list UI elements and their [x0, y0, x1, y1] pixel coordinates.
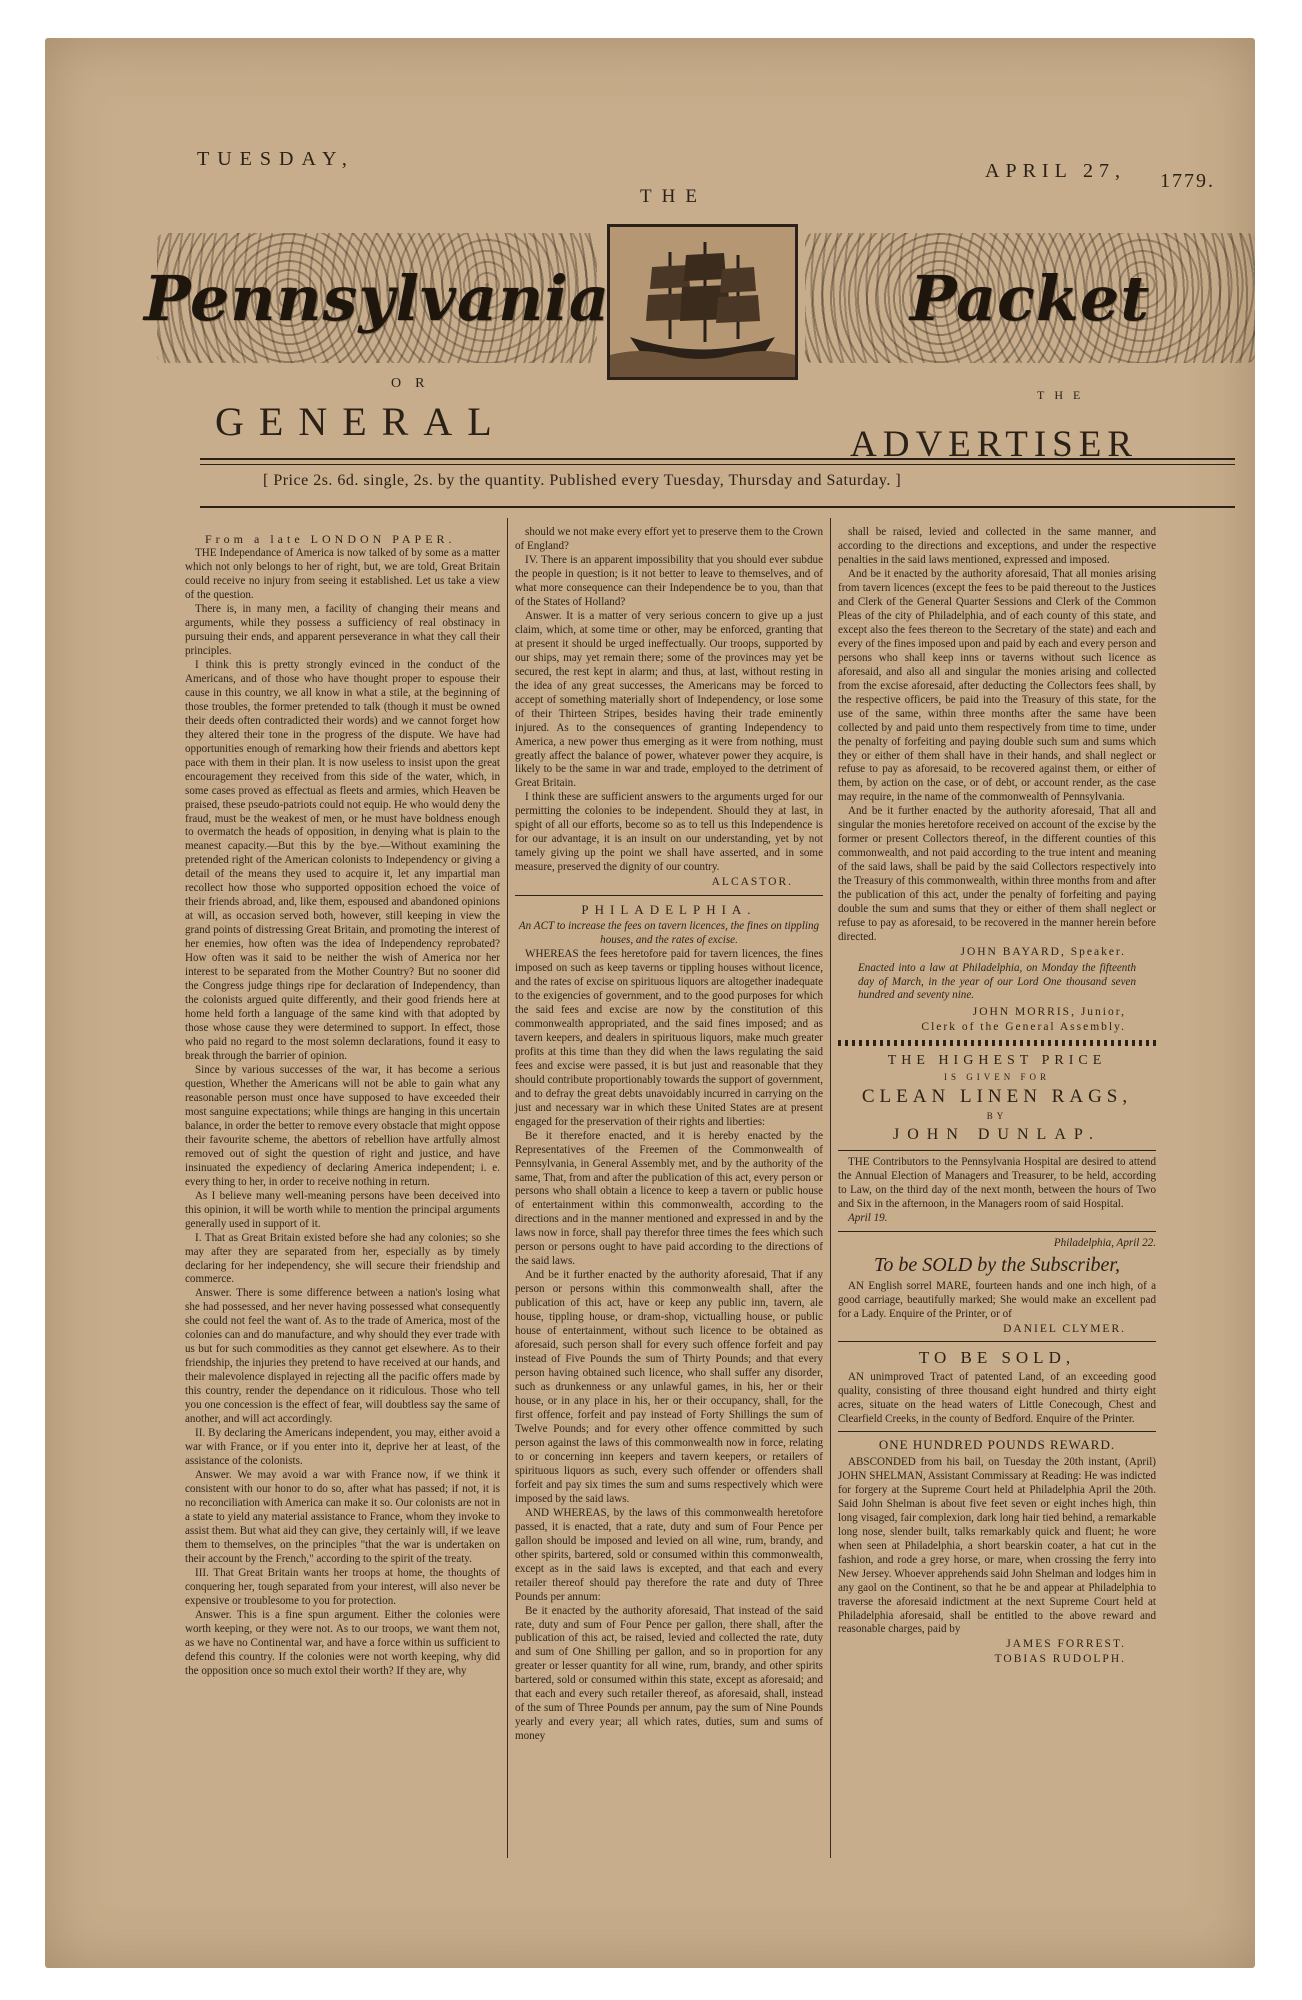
article-paragraph: There is, in many men, a facility of changing their means and arguments, while they possess a sufficiency of real obstinacy in pursuing their ends, and apparent perseverance in what they call their principles.	[185, 602, 500, 657]
act-title: An ACT to increase the fees on tavern licences, the fines on tippling houses, and the rates of excise.	[518, 920, 820, 947]
ad-rule	[838, 1231, 1156, 1232]
article-paragraph: Answer. There is some difference between a nation's losing what she had possessed, and her never having possessed what consequently she could not feel the want of. As to the trade of America, most of the colonies can and do manufacture, and why should they ever trade with us but for such commodities as they cannot get elsewhere. As to their friendship, the injuries they pretend to have received at our hands, and their malevolence displayed in rejecting all the pacific offers made by this country, render the dependance on it ridiculous. Those who tell you one concession is the effect of fear, will doubtless say the same of another, and will act accordingly.	[185, 1287, 500, 1426]
newspaper-page	[45, 38, 1255, 1968]
article-paragraph: II. By declaring the Americans independent, you may, either avoid a war with France, or if you enter into it, deprive her at least, of the assistance of the colonists.	[185, 1427, 500, 1468]
masthead-rule	[200, 458, 1235, 460]
masthead-the: THE	[640, 186, 707, 207]
ad-mare-title: To be SOLD by the Subscriber,	[874, 1253, 1120, 1276]
article-paragraph: Answer. It is a matter of very serious concern to give up a just claim, which, at some time or other, may be enforced, granting that at present it should be urged ineffectually. Our troops, supported by our ships, may yet remain there; some of the provinces may yet be secured, the rest kept in alarm; and thus, at last, without resting in the idea of any great successes, the Americans may be forced to accept of something materially short of Independency, or lose some of their Thirteen Stripes, besides having their trade eminently injured. As to the consequences of granting Independency to America, a new power thus emerging as it were from nothing, must greatly affect the balance of power, whatever power they acquire, is likely to be the same in war and trade, employed to the detriment of Great Britain.	[515, 609, 823, 790]
ornamental-divider	[838, 1040, 1156, 1046]
issue-date: APRIL 27,	[985, 160, 1127, 182]
ad-rule	[838, 1431, 1156, 1432]
act-paragraph: Be it enacted by the authority aforesaid, That instead of the said rate, duty and sum of Four Pence per gallon, there shall, after the publication of this act, be raised, levied and collected the rate, duty and sum of One Shilling per gallon, and so in proportion for any greater or lesser quantity for all wine, rum, brandy, and other spirits bartered, sold or consumed within this state, except as aforesaid; and that each and every such retailer thereof, as aforesaid, shall, instead of the sum of Three Pounds per annum, pay the sum of Nine Pounds yearly and every year; all which rates, duties, sum and sums of money	[515, 1604, 823, 1743]
article-paragraph: I. That as Great Britain existed before she had any colonies; so she may after they are separated from her, especially as by timely declaring for her independency, she will secure their friendship and commerce.	[185, 1231, 500, 1286]
ship-icon	[610, 227, 795, 377]
act-paragraph: WHEREAS the fees heretofore paid for tavern licences, the fines imposed on such as keep taverns or tippling houses without licence, and the rates of excise on spirituous liquors are altogether inadequate to the exigencies of government, and to the good purposes for which the said fees and excise are now by the constitution of this commonwealth appropriated, and the said fines imposed; and as tavern keepers, and dealers in spirituous liquors, make much greater profits at this time than they did when the laws regulating the said fees and excise were passed, it is but just and reasonable that they should contribute proportionably towards the support of government, and to defray the great debts unavoidably incurred in carrying on the just and necessary war in which these United States are at present engaged for the preservation of their rights and liberties:	[515, 948, 823, 1128]
column-1	[185, 526, 500, 1679]
article-paragraph: THE Independance of America is now talked of by some as a matter which not only belongs to her of right, but, we are told, Great Britain could receive no injury from seeing it established. Let us take a view of the question.	[185, 547, 500, 602]
act-paragraph: And be it further enacted by the authority aforesaid, That all and singular the monies heretofore received on account of the excise by the former or present Collectors thereof, in the different counties of this commonwealth, and not paid according to the true intent and meaning of the said laws, shall be paid by the said Collectors respectively into the Treasury of this commonwealth, within three months from and after the publication of this act, under the penalty of forfeiting and paying double the sum and sums that they or either of them shall neglect or refuse to pay as aforesaid, to be recovered in the manner herein before directed.	[838, 805, 1156, 944]
masthead-title-left	[143, 233, 611, 363]
column-divider	[830, 518, 831, 1858]
column-3	[838, 526, 1156, 1666]
act-paragraph: And be it further enacted by the authority aforesaid, That if any person or persons within this commonwealth shall, after the publication of this act, have or keep any public inn, tavern, ale house, tippling house, or dram-shop, victualling house, or public house of entertainment, without such licence to be obtained as aforesaid, such person shall for every such offence forfeit and pay instead of Five Pounds the sum of Thirty Pounds; and that every person having obtained such licence, who shall suffer any disorder, such as drunkenness or any unlawful games, in his, her or their house, or in any place in his, her or their occupancy, shall, for the first offence, forfeit and pay instead of Forty Shillings the sum of Twelve Pounds; and for every other offence committed by such person against the laws of this commonwealth now in force, relating to or concerning inn keepers and tavern keepers, or retailers of spirituous liquors as such, every such offender or offenders shall forfeit and pay six times the sum and sums respectively which were imposed by the said laws.	[515, 1269, 823, 1505]
masthead-or: OR	[391, 376, 439, 391]
ad-mare-text: AN English sorrel MARE, fourteen hands and one inch high, of a good carriage, beautifully marked; She would make an excellent pad for a Lady. Enquire of the Printer, or of	[838, 1279, 1156, 1320]
ad-hospital-text: THE Contributors to the Pennsylvania Hospital are desired to attend the Annual Election of Managers and Treasurer, to be held, according to Law, on the third day of the next month, between the hours of Two and Six in the afternoon, in the Managers room of said Hospital.	[838, 1155, 1156, 1210]
act-paragraph: AND WHEREAS, by the laws of this commonwealth heretofore passed, it is enacted, that a rate, duty and sum of Four Pence per gallon should be imposed and levied on all wine, rum, brandy, and other spirits, bartered, sold or consumed within this commonwealth, except as in the said laws is excepted, and that each and every retailer thereof should pay therefore the rate and duty of Three Pounds per annum:	[515, 1506, 823, 1603]
masthead-title-right	[805, 233, 1255, 363]
article-paragraph: I think these are sufficient answers to the arguments urged for our permitting the colonies to be independent. Should they at last, in spight of all our efforts, become so as to tell us this Independence is for our advantage, it is an insult on our understanding, yet by not tamely giving up the point we shall have asserted, and in some measure, preserved the dignity of our country.	[515, 791, 823, 874]
article-paragraph: IV. There is an apparent impossibility that you should ever subdue the people in question; is it not better to leave to themselves, and of what more consequence can their Independence be to you, than that of the States of Holland?	[515, 553, 823, 608]
section-rule	[515, 895, 823, 896]
article-source: From a late LONDON PAPER.	[205, 532, 456, 546]
masthead-the-lower: THE	[1037, 388, 1091, 402]
enacted-note: Enacted into a law at Philadelphia, on Monday the fifteenth day of March, in the year of our Lord One thousand seven hundred and seventy nine.	[858, 961, 1136, 1002]
ad-reward-text: ABSCONDED from his bail, on Tuesday the 20th instant, (April) JOHN SHELMAN, Assistant Commissary at Reading: He was indicted for forgery at the Supreme Court held at Philadelphia April the 20th. Said John Shelman is about five feet seven or eight inches high, thin long visaged, fair complexion, dark long hair tied behind, a remarkable long nose, slender built, talks remarkably quick and fluent; he wore when seen at Philadelphia, a short bearskin coater, a hat cut in the fashion, and rode a grey horse, or mare, when crossing the ferry into New Jersey. Whoever apprehends said John Shelman and lodges him in any gaol on the Continent, so that he be and appear at Philadelphia to traverse the aforesaid indictment at the next Supreme Court held at Philadelphia aforesaid, shall be entitled to the above reward and reasonable charges, paid by	[838, 1455, 1156, 1636]
clerk-signature: JOHN MORRIS, Junior,	[972, 1006, 1126, 1019]
price-rule	[200, 506, 1235, 508]
ad-rule	[838, 1341, 1156, 1342]
ad-rule	[838, 1150, 1156, 1151]
ad-mare-dateline: Philadelphia, April 22.	[1053, 1236, 1156, 1249]
article-paragraph: As I believe many well-meaning persons have been deceived into this opinion, it will be worth while to mention the principal arguments generally used in support of it.	[185, 1189, 500, 1230]
ad-rags-line1: THE HIGHEST PRICE	[887, 1053, 1107, 1069]
ad-land-title: TO BE SOLD,	[918, 1348, 1076, 1368]
ad-rags-line2: IS GIVEN FOR	[943, 1072, 1050, 1083]
dateline-philadelphia: PHILADELPHIA.	[581, 901, 757, 917]
ship-engraving	[607, 224, 798, 380]
ad-rags-line3: CLEAN LINEN RAGS,	[861, 1086, 1133, 1108]
act-paragraph: shall be raised, levied and collected in the same manner, and according to the directions and exceptions, and under the respective penalties in the said laws mentioned, expressed and imposed.	[838, 526, 1156, 566]
clerk-title: Clerk of the General Assembly.	[921, 1020, 1126, 1033]
speaker-signature: JOHN BAYARD, Speaker.	[960, 946, 1126, 959]
masthead-rule-thin	[200, 464, 1235, 465]
masthead-advertiser: ADVERTISER	[850, 424, 1138, 465]
masthead-packet: Packet	[910, 261, 1150, 335]
article-paragraph: Since by various successes of the war, it has become a serious question, Whether the Americans will not be able to gain what any reasonable person must once have supposed to have exceeded their most sanguine expectations; while things are hanging in this uncertain balance, in order the better to remove every obstacle that might oppose their favourite scheme, the abettors of rebellion have artfully almost removed out of sight the question of right and justice, and have insinuated the expediency of declaring America independent; i. e. every thing to her, in order to receive nothing in return.	[185, 1063, 500, 1188]
ad-land-text: AN unimproved Tract of patented Land, of an exceeding good quality, consisting of three thousand eight hundred and thirty eight acres, situate on the head waters of Little Conecough, Chest and Clearfield Creeks, in the county of Bedford. Enquire of the Printer.	[838, 1370, 1156, 1425]
ad-reward-title: ONE HUNDRED POUNDS REWARD.	[878, 1437, 1116, 1453]
column-2	[515, 526, 823, 1744]
ad-reward-signature-2: TOBIAS RUDOLPH.	[994, 1652, 1126, 1665]
article-paragraph: Answer. This is a fine spun argument. Either the colonies were worth keeping, or they were not. As to our troops, we want them not, as we have no Continental war, and have a force within us sufficient to defend this country. If the colonies were not worth keeping, why did the opposition once so much extol their worth? If they are, why	[185, 1608, 500, 1677]
masthead-general: GENERAL	[215, 399, 507, 444]
column-divider	[507, 518, 508, 1858]
article-signature: ALCASTOR.	[711, 876, 793, 889]
article-paragraph: Answer. We may avoid a war with France now, if we think it consistent with our honor to do so, after what has passed; if not, it is no reconciliation with America can make it so. Our colonists are not in a state to yield any material assistance to France, whom they invoke to assist them. But what aid they can give, they certainly will, if we leave them to themselves, on the principles "that the war is undertaken on their account by the French," according to the spirit of the treaty.	[185, 1469, 500, 1565]
act-paragraph: Be it therefore enacted, and it is hereby enacted by the Representatives of the Freemen of the Commonwealth of Pennsylvania, in General Assembly met, and by the authority of the same, That, from and after the publication of this act, every person or persons who shall obtain a licence to keep a tavern or public house of entertainment within this commonwealth, according to the directions and in the manner mentioned and expressed in and by the laws now in force, shall pay therefor three times the fees which such person or persons ought to have paid according to the directions of the said laws.	[515, 1129, 823, 1268]
ad-hospital-date: April 19.	[848, 1211, 888, 1224]
masthead-pennsylvania: Pennsylvania	[143, 261, 611, 335]
article-paragraph: I think this is pretty strongly evinced in the conduct of the Americans, and of those who have thought proper to espouse their cause in this country, we all know in what a stile, at the beginning of those troubles, the former pretended to talk (though it must be owned their deeds often contradicted their words) and we cannot forget how they altered their tone in the progress of the dispute. We have had opportunities enough of remarking how their friends and abettors kept pace with them in their plan. It is now useless to insist upon the great encouragement they received from this side of the water, which, in some cases proved as effectual as fleets and armies, which Heaven be praised, these pseudo-patriots could not equip. He who would deny the fraud, must be the weakest of men, or he must have boldness enough to overmatch the heads of opposition, in denying what is plain to the meanest capacity.—But this by the bye.—Without examining the pretended right of the American colonists to Independency or giving a detail of the means they used to acquire it, let any impartial man recollect how those who supported opposition echoed the voice of their friends abroad, and, like them, espoused and abandoned opinions at will, as occasion served both, however, still keeping in view the grand points of distressing Great Britain, and promoting the interest of her enemies, how often was the idea of Independency reprobated? How often was it said to be neither the wish of America nor her interest to be separated from the Mother Country? But no sooner did the Congress judge things ripe for declaration of Independency, than the colonists argued quite differently, and their good friends here at home held forth a language of the same kind with that adopted by those whose cause they were determined to support. In effect, those who paid no regard to the most solemn declarations, found it easy to break through the barrier of opinion.	[185, 658, 500, 1062]
issue-year: 1779.	[1160, 170, 1215, 192]
ad-rags-line5: JOHN DUNLAP.	[892, 1125, 1101, 1143]
ad-reward-signature-1: JAMES FORREST.	[1006, 1638, 1126, 1651]
article-paragraph: should we not make every effort yet to preserve them to the Crown of England?	[515, 526, 823, 552]
act-paragraph: And be it enacted by the authority aforesaid, That all monies arising from tavern licences (except the fees to be paid thereout to the Justices and Clerk of the General Quarter Sessions and Clerk of the Common Pleas of the city of Philadelphia, and of each county of this state, and except also the fees thereon to the Secretary of the state) and each and every of the fines imposed upon and paid by each and every person and persons who shall keep inns or taverns without such licence as aforesaid, and also all and singular the monies arising and collected from the excise aforesaid, after deducting the Collectors fees shall, by the respective officers, be paid into the Treasury of this state, for the use of the same, within three months after the same have been collected by and paid unto them respectively from time to time, under the penalty of forfeiting and paying double such sum and sums which they or either of them shall have in their hands, and shall neglect or refuse to pay as aforesaid, to be recovered against them, or either of them, by action on the case, or of debt, or account render, as the case may require, in the name of the commonwealth of Pennsylvania.	[838, 567, 1156, 804]
issue-day: TUESDAY,	[197, 148, 355, 170]
ad-mare-signature: DANIEL CLYMER.	[1003, 1322, 1126, 1335]
article-paragraph: III. That Great Britain wants her troops at home, the thoughts of conquering her, tough separated from your interest, will also never be expensive or troublesome to you for protection.	[185, 1566, 500, 1607]
ad-rags-line4: BY	[986, 1111, 1008, 1122]
price-line: [ Price 2s. 6d. single, 2s. by the quantity. Published every Tuesday, Thursday and Saturday. ]	[263, 472, 902, 489]
